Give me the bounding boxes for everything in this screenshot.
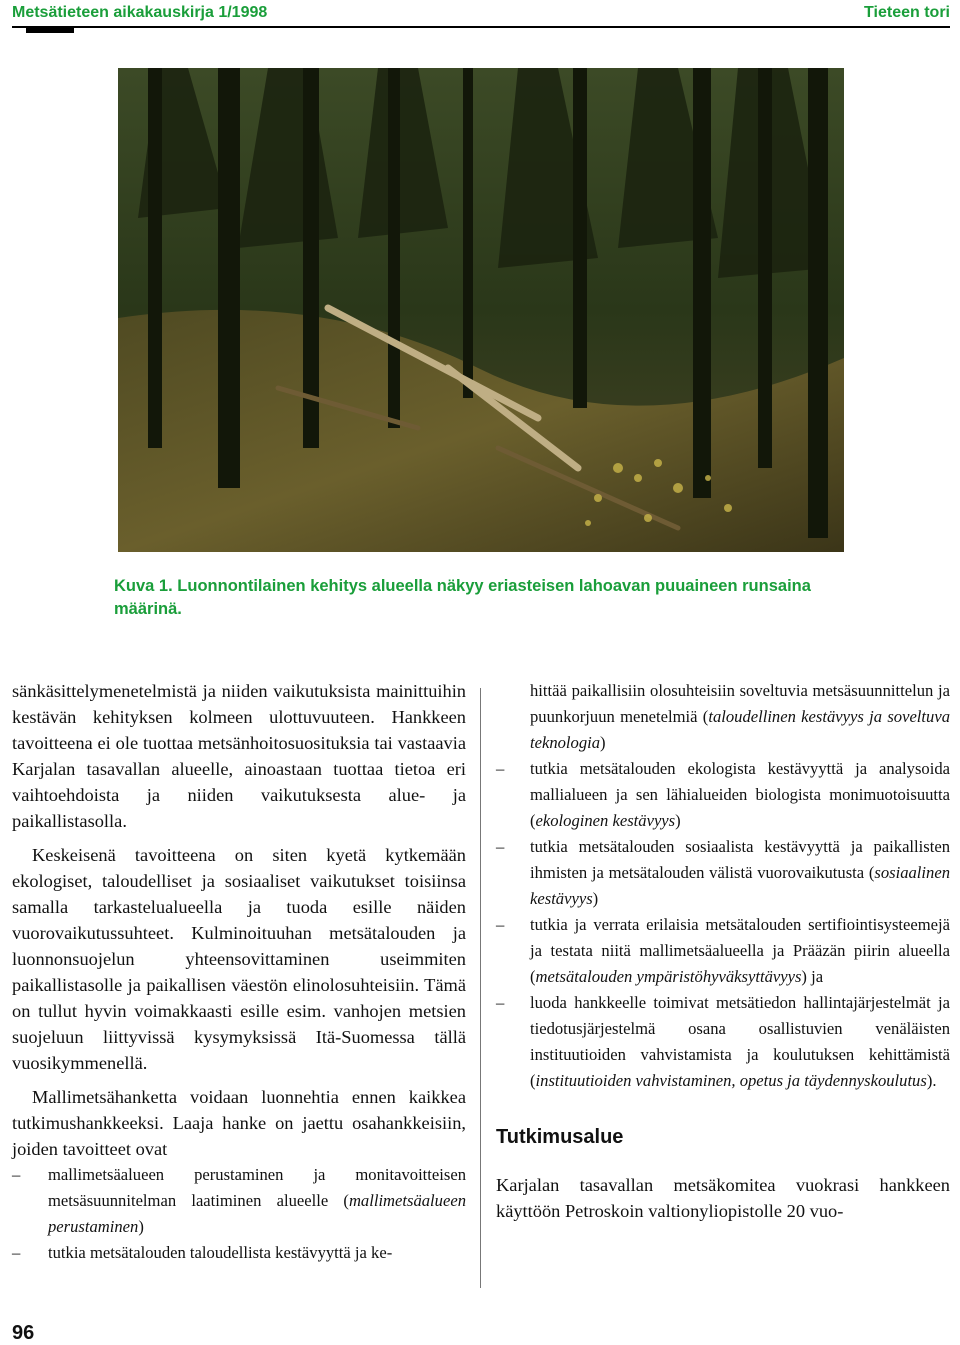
list-item: – tutkia ja verrata erilaisia metsätalouden sertifiointisysteemejä ja testata niitä mallimetsäalueella ja Prääzän piirin alueella (metsätalouden ympäristöhyväksyttävyys) ja <box>496 912 950 990</box>
list-item: – mallimetsäalueen perustaminen ja monitavoitteisen metsäsuunnitelman laatiminen alueelle (mallimetsäalueen perustaminen) <box>12 1162 466 1240</box>
section-heading: Tutkimusalue <box>496 1126 624 1148</box>
caption-text: Luonnontilainen kehitys alueella näkyy eriasteisen lahoavan puuaineen runsaina määrinä. <box>114 577 811 618</box>
header-rule-accent <box>26 26 74 33</box>
right-column <box>496 678 950 1224</box>
section-title: Tieteen tori <box>864 4 950 21</box>
list-item-continued: hittää paikallisiin olosuhteisiin soveltuvia metsäsuunnittelun ja puunkorjuun menetelmiä (taloudellinen kestävyys ja soveltuva teknologia) <box>530 681 950 752</box>
list-item: – tutkia metsätalouden ekologista kestävyyttä ja analysoida mallialueen ja sen lähialueiden biologista monimuotoisuutta (ekologinen kestävyys) <box>496 756 950 834</box>
journal-title: Metsätieteen aikakauskirja 1/1998 <box>12 4 268 21</box>
list-item: – tutkia metsätalouden sosiaalista kestävyyttä ja paikallisten ihmisten ja metsätalouden välistä vuorovaikutusta (sosiaalinen kestävyys) <box>496 834 950 912</box>
list-item: – luoda hankkeelle toimivat metsätiedon hallintajärjestelmät ja tiedotusjärjestelmä osana osallistuvien venäläisten instituutioiden vahvistamista ja koulutuksen kehittämistä (instituutioiden vahvistaminen, opetus ja täydennyskoulutus). <box>496 990 950 1094</box>
objectives-list-right <box>496 756 950 1094</box>
left-paragraph-3: Mallimetsähanketta voidaan luonnehtia ennen kaikkea tutkimushankkeeksi. Laaja hanke on jaettu osahankkeisiin, joiden tavoitteet ovat <box>12 1087 466 1159</box>
left-column <box>12 678 466 1266</box>
column-divider <box>480 688 481 1288</box>
header-rule <box>12 26 950 28</box>
left-paragraph-1: sänkäsittelymenetelmistä ja niiden vaikutuksista mainittuihin kestävän kehityksen kolmeen ulottuvuuteen. Hankkeen tavoitteena ei ole tuottaa metsänhoitosuosituksia tai vastaavia Karjalan tasavallan alueelle, ainoastaan tuottaa tietoa eri vaihtoehdoista ja niiden vaikutuksesta alue- ja paikallistasolla. <box>12 681 466 831</box>
forest-photo <box>118 68 844 552</box>
caption-label: Kuva 1. <box>114 577 173 595</box>
page-number: 96 <box>12 1322 35 1344</box>
right-paragraph: Karjalan tasavallan metsäkomitea vuokrasi hankkeen käyttöön Petroskoin valtionyliopistolle 20 vuo- <box>496 1175 950 1221</box>
figure-caption <box>114 575 874 621</box>
objectives-list-left <box>12 1162 466 1266</box>
list-item: – tutkia metsätalouden taloudellista kestävyyttä ja ke- <box>12 1240 466 1266</box>
running-header <box>12 4 950 26</box>
left-paragraph-2: Keskeisenä tavoitteena on siten kyetä kytkemään ekologiset, taloudelliset ja sosiaaliset vaikutukset toisiinsa samalla tarkastelualueella ja tuoda esille näiden vuorovaikutussuhteet. Kulminoituuhan metsätalouden ja luonnonsuojelun yhteensovittaminen useimmiten paikallistasolle ja paikallisen väestön elinolosuhteisiin. Tämä on tullut hyvin voimakkaasti esille esim. vanhojen metsien suojeluun liittyvissä kysymyksissä Itä-Suomessa tällä vuosikymmenellä. <box>12 845 466 1073</box>
